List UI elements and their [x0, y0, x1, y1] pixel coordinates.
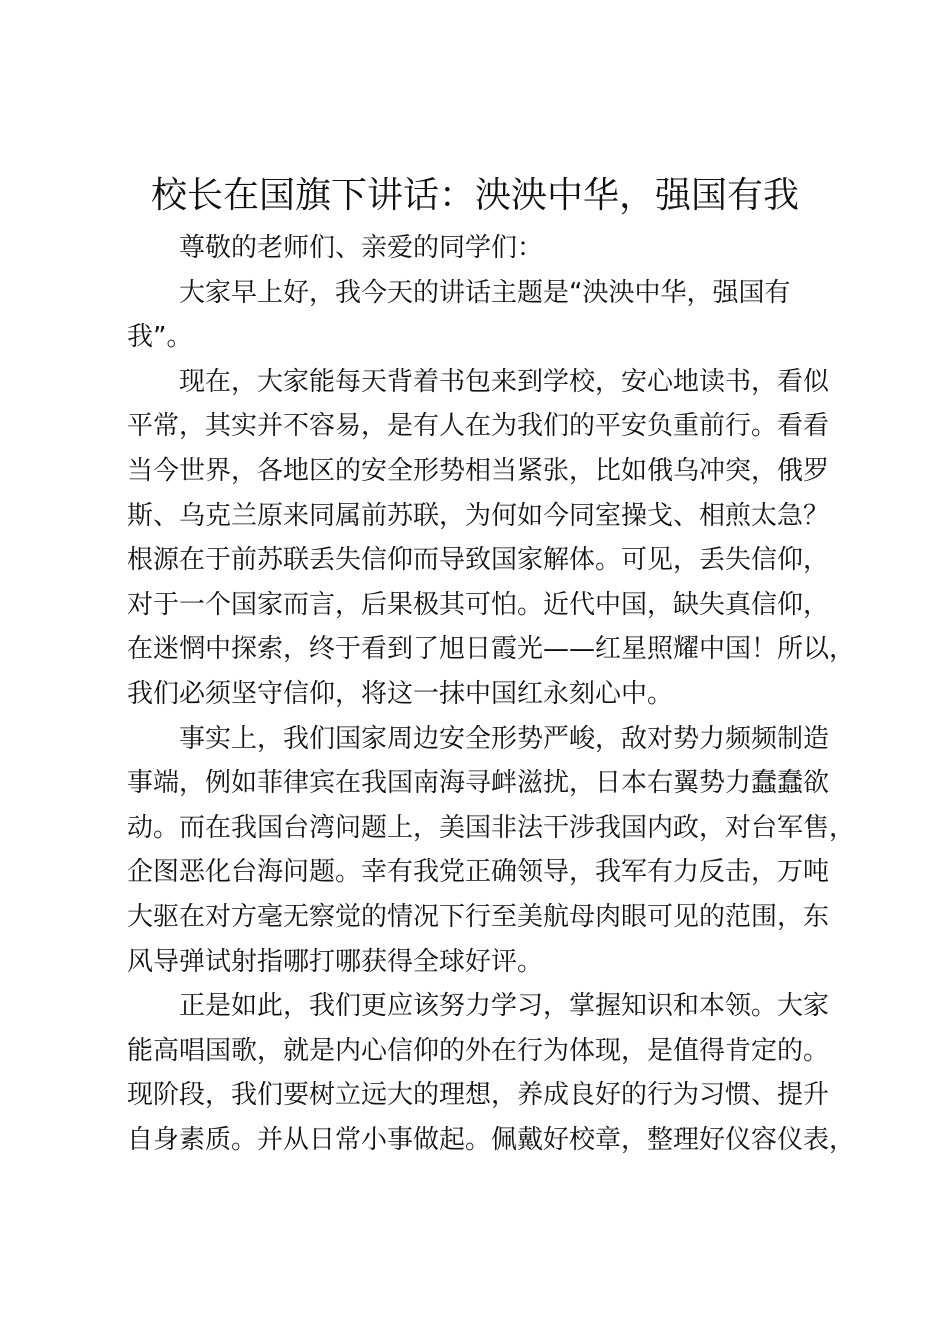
paragraph-2-line-8: 我们必须坚守信仰，将这一抹中国红永刻心中。	[127, 678, 674, 709]
paragraph-2-line-6: 对于一个国家而言，后果极其可怕。近代中国，缺失真信仰，	[127, 589, 830, 620]
paragraph-1-line-1: 大家早上好，我今天的讲话主题是“泱泱中华，强国有	[179, 277, 791, 308]
salutation-line: 尊敬的老师们、亲爱的同学们：	[179, 233, 544, 263]
paragraph-4-line-4: 自身素质。并从日常小事做起。佩戴好校章，整理好仪容仪表，	[127, 1124, 855, 1155]
paragraph-2-line-4: 斯、乌克兰原来同属前苏联，为何如今同室操戈、相煎太急？	[127, 500, 830, 531]
document-title: 校长在国旗下讲话：泱泱中华，强国有我	[150, 175, 799, 216]
paragraph-2-line-5: 根源在于前苏联丢失信仰而导致国家解体。可见，丢失信仰，	[127, 545, 830, 576]
paragraph-3-line-3: 动。而在我国台湾问题上，美国非法干涉我国内政，对台军售，	[127, 812, 855, 843]
paragraph-2-line-3: 当今世界，各地区的安全形势相当紧张，比如俄乌冲突，俄罗	[127, 455, 830, 486]
paragraph-2-line-1: 现在，大家能每天背着书包来到学校，安心地读书，看似	[179, 366, 830, 397]
paragraph-3-line-5: 大驱在对方毫无察觉的情况下行至美航母肉眼可见的范围，东	[127, 901, 830, 932]
paragraph-2-line-2: 平常，其实并不容易，是有人在为我们的平安负重前行。看看	[127, 411, 830, 442]
paragraph-4-line-1: 正是如此，我们更应该努力学习，掌握知识和本领。大家	[179, 991, 830, 1022]
paragraph-4-line-2: 能高唱国歌，就是内心信仰的外在行为体现，是值得肯定的。	[127, 1035, 830, 1066]
paragraph-3-line-2: 事端，例如菲律宾在我国南海寻衅滋扰，日本右翼势力蠢蠢欲	[127, 768, 830, 799]
paragraph-3-line-1: 事实上，我们国家周边安全形势严峻，敌对势力频频制造	[179, 723, 830, 754]
paragraph-1-line-2: 我”。	[127, 322, 193, 353]
paragraph-4-line-3: 现阶段，我们要树立远大的理想，养成良好的行为习惯、提升	[127, 1080, 830, 1111]
paragraph-2-line-7: 在迷惘中探索，终于看到了旭日霞光——红星照耀中国！所以，	[127, 634, 855, 665]
paragraph-3-line-6: 风导弹试射指哪打哪获得全球好评。	[127, 946, 544, 977]
paragraph-3-line-4: 企图恶化台海问题。幸有我党正确领导，我军有力反击，万吨	[127, 857, 830, 888]
document-body	[127, 226, 855, 1162]
